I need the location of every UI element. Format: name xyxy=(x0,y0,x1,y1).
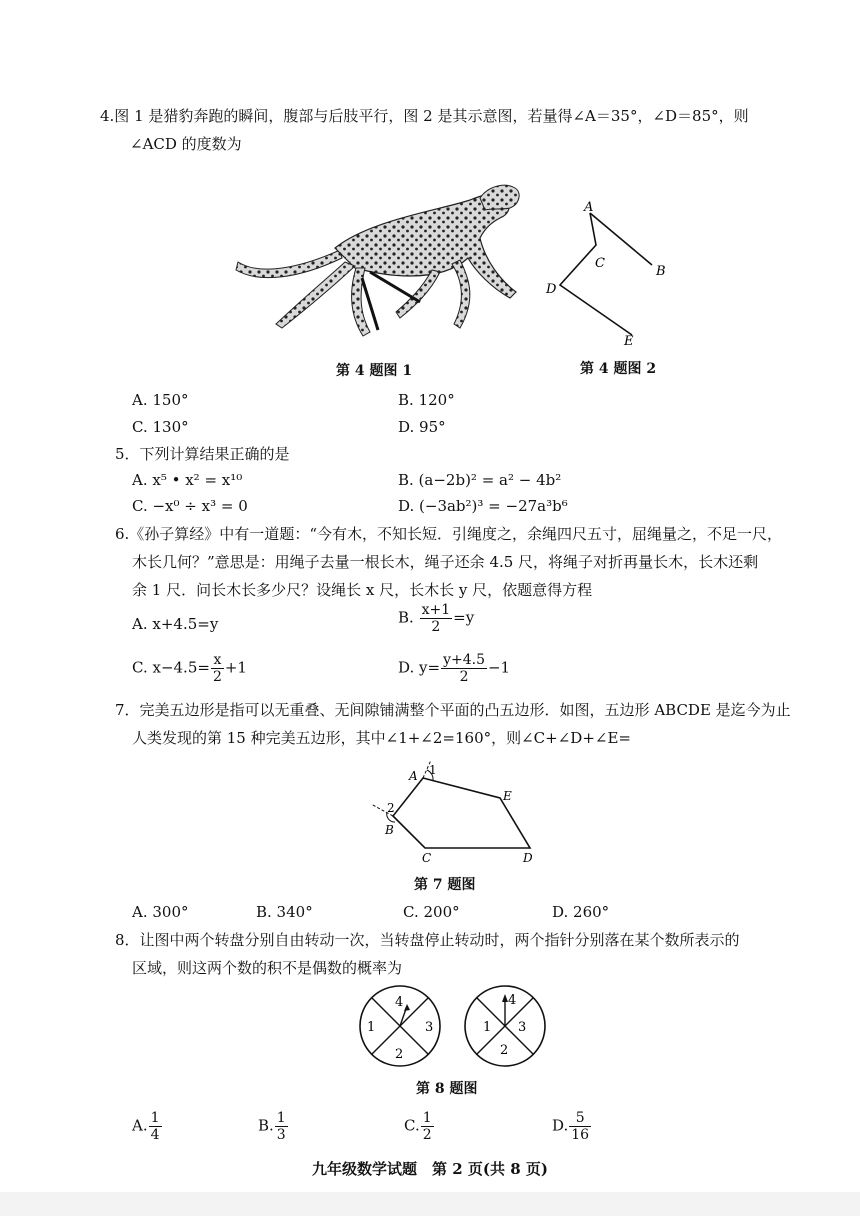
q7-label-c: C xyxy=(422,851,432,865)
q6-stem-line3: 余 1 尺．问长木长多少尺？设绳长 x 尺，长木长 y 尺，依题意得方程 xyxy=(132,581,593,599)
q5-stem: 5．下列计算结果正确的是 xyxy=(115,445,290,463)
q7-option-b: B. 340° xyxy=(256,903,313,921)
q7-option-c: C. 200° xyxy=(403,903,460,921)
right-spinner-bottom: 2 xyxy=(500,1043,509,1058)
right-spinner-right: 3 xyxy=(518,1020,527,1035)
q7-label-b: B xyxy=(385,823,394,837)
right-spinner-left: 1 xyxy=(483,1020,492,1035)
q4-option-b: B. 120° xyxy=(398,391,455,409)
q6-stem-line2: 木长几何？”意思是：用绳子去量一根长木，绳子还余 4.5 尺，将绳子对折再量长木，长木还剩 xyxy=(132,553,759,571)
q8-stem-line1: 8．让图中两个转盘分别自由转动一次，当转盘停止转动时，两个指针分别落在某个数所表示的 xyxy=(115,931,740,949)
spinner-right xyxy=(465,986,545,1066)
q8-option-c: C. $\frac{1}{2}$ xyxy=(404,1110,432,1143)
q4-stem-line1: 4.图 1 是猎豹奔跑的瞬间，腹部与后肢平行，图 2 是其示意图，若量得∠A＝35°，∠D＝85°，则 xyxy=(100,107,749,125)
q8-stem-line2: 区域，则这两个数的积不是偶数的概率为 xyxy=(132,959,403,977)
left-spinner-bottom: 2 xyxy=(395,1047,404,1062)
q7-label-e: E xyxy=(503,789,512,803)
q4-label-a: A xyxy=(584,200,594,215)
q8-option-d: D. $\frac{5}{16}$ xyxy=(552,1110,590,1143)
q4-option-d: D. 95° xyxy=(398,418,446,436)
q6-option-d: D. y= $\frac{y+4.5}{2}$ −1 xyxy=(398,652,511,685)
q4-fig1-caption: 第 4 题图 1 xyxy=(336,363,413,379)
q6-stem-line1: 6.《孙子算经》中有一道题：“今有木，不知长短．引绳度之，余绳四尺五寸，屈绳量之，不足一尺， xyxy=(115,525,782,543)
q4-label-b: B xyxy=(656,264,666,279)
q8-option-a: A. $\frac{1}{4}$ xyxy=(132,1110,160,1143)
q7-stem-line2: 人类发现的第 15 种完美五边形，其中∠1+∠2=160°，则∠C+∠D+∠E= xyxy=(132,729,631,747)
spinner-left xyxy=(360,986,440,1066)
q4-stem-line2: ∠ACD 的度数为 xyxy=(130,135,242,153)
q5-option-a: A. x⁵ • x² = x¹⁰ xyxy=(132,471,243,489)
q7-label-d: D xyxy=(523,851,533,865)
q7-label-2: 2 xyxy=(387,801,395,815)
q7-label-a: A xyxy=(409,769,418,783)
q7-label-1: 1 xyxy=(429,763,437,777)
cheetah-illustration xyxy=(230,180,525,340)
q6-option-b: B. $\frac{x+1}{2}$ =y xyxy=(398,602,475,635)
q8-option-b: B. $\frac{1}{3}$ xyxy=(258,1110,286,1143)
q7-caption: 第 7 题图 xyxy=(414,877,476,893)
q4-fig2-caption: 第 4 题图 2 xyxy=(580,361,657,377)
q6-option-c: C. x−4.5= $\frac{x}{2}$ +1 xyxy=(132,652,247,685)
q6-option-a: A. x+4.5=y xyxy=(132,615,219,633)
q7-option-a: A. 300° xyxy=(132,903,189,921)
q7-pentagon-figure xyxy=(365,756,545,866)
q8-spinners-figure xyxy=(355,982,555,1072)
q5-option-d: D. (−3ab²)³ = −27a³b⁶ xyxy=(398,497,568,515)
page-footer: 九年级数学试题 第 2 页(共 8 页) xyxy=(312,1160,548,1178)
right-spinner-top: 4 xyxy=(508,993,517,1008)
q4-option-c: C. 130° xyxy=(132,418,189,436)
left-spinner-right: 3 xyxy=(425,1020,434,1035)
q8-caption: 第 8 题图 xyxy=(416,1081,478,1097)
q5-option-c: C. −x⁰ ÷ x³ = 0 xyxy=(132,497,248,515)
q7-stem-line1: 7．完美五边形是指可以无重叠、无间隙铺满整个平面的凸五边形．如图，五边形 ABCDE 是迄今为止 xyxy=(115,701,791,719)
q4-option-a: A. 150° xyxy=(132,391,189,409)
bottom-margin-strip xyxy=(0,1192,860,1216)
q4-geometry-figure xyxy=(540,195,680,350)
q4-label-e: E xyxy=(624,334,634,349)
left-spinner-top: 4 xyxy=(395,995,404,1010)
q5-option-b: B. (a−2b)² = a² − 4b² xyxy=(398,471,562,489)
q4-label-d: D xyxy=(546,282,557,297)
q7-option-d: D. 260° xyxy=(552,903,610,921)
left-spinner-left: 1 xyxy=(367,1020,376,1035)
q4-label-c: C xyxy=(595,256,605,271)
